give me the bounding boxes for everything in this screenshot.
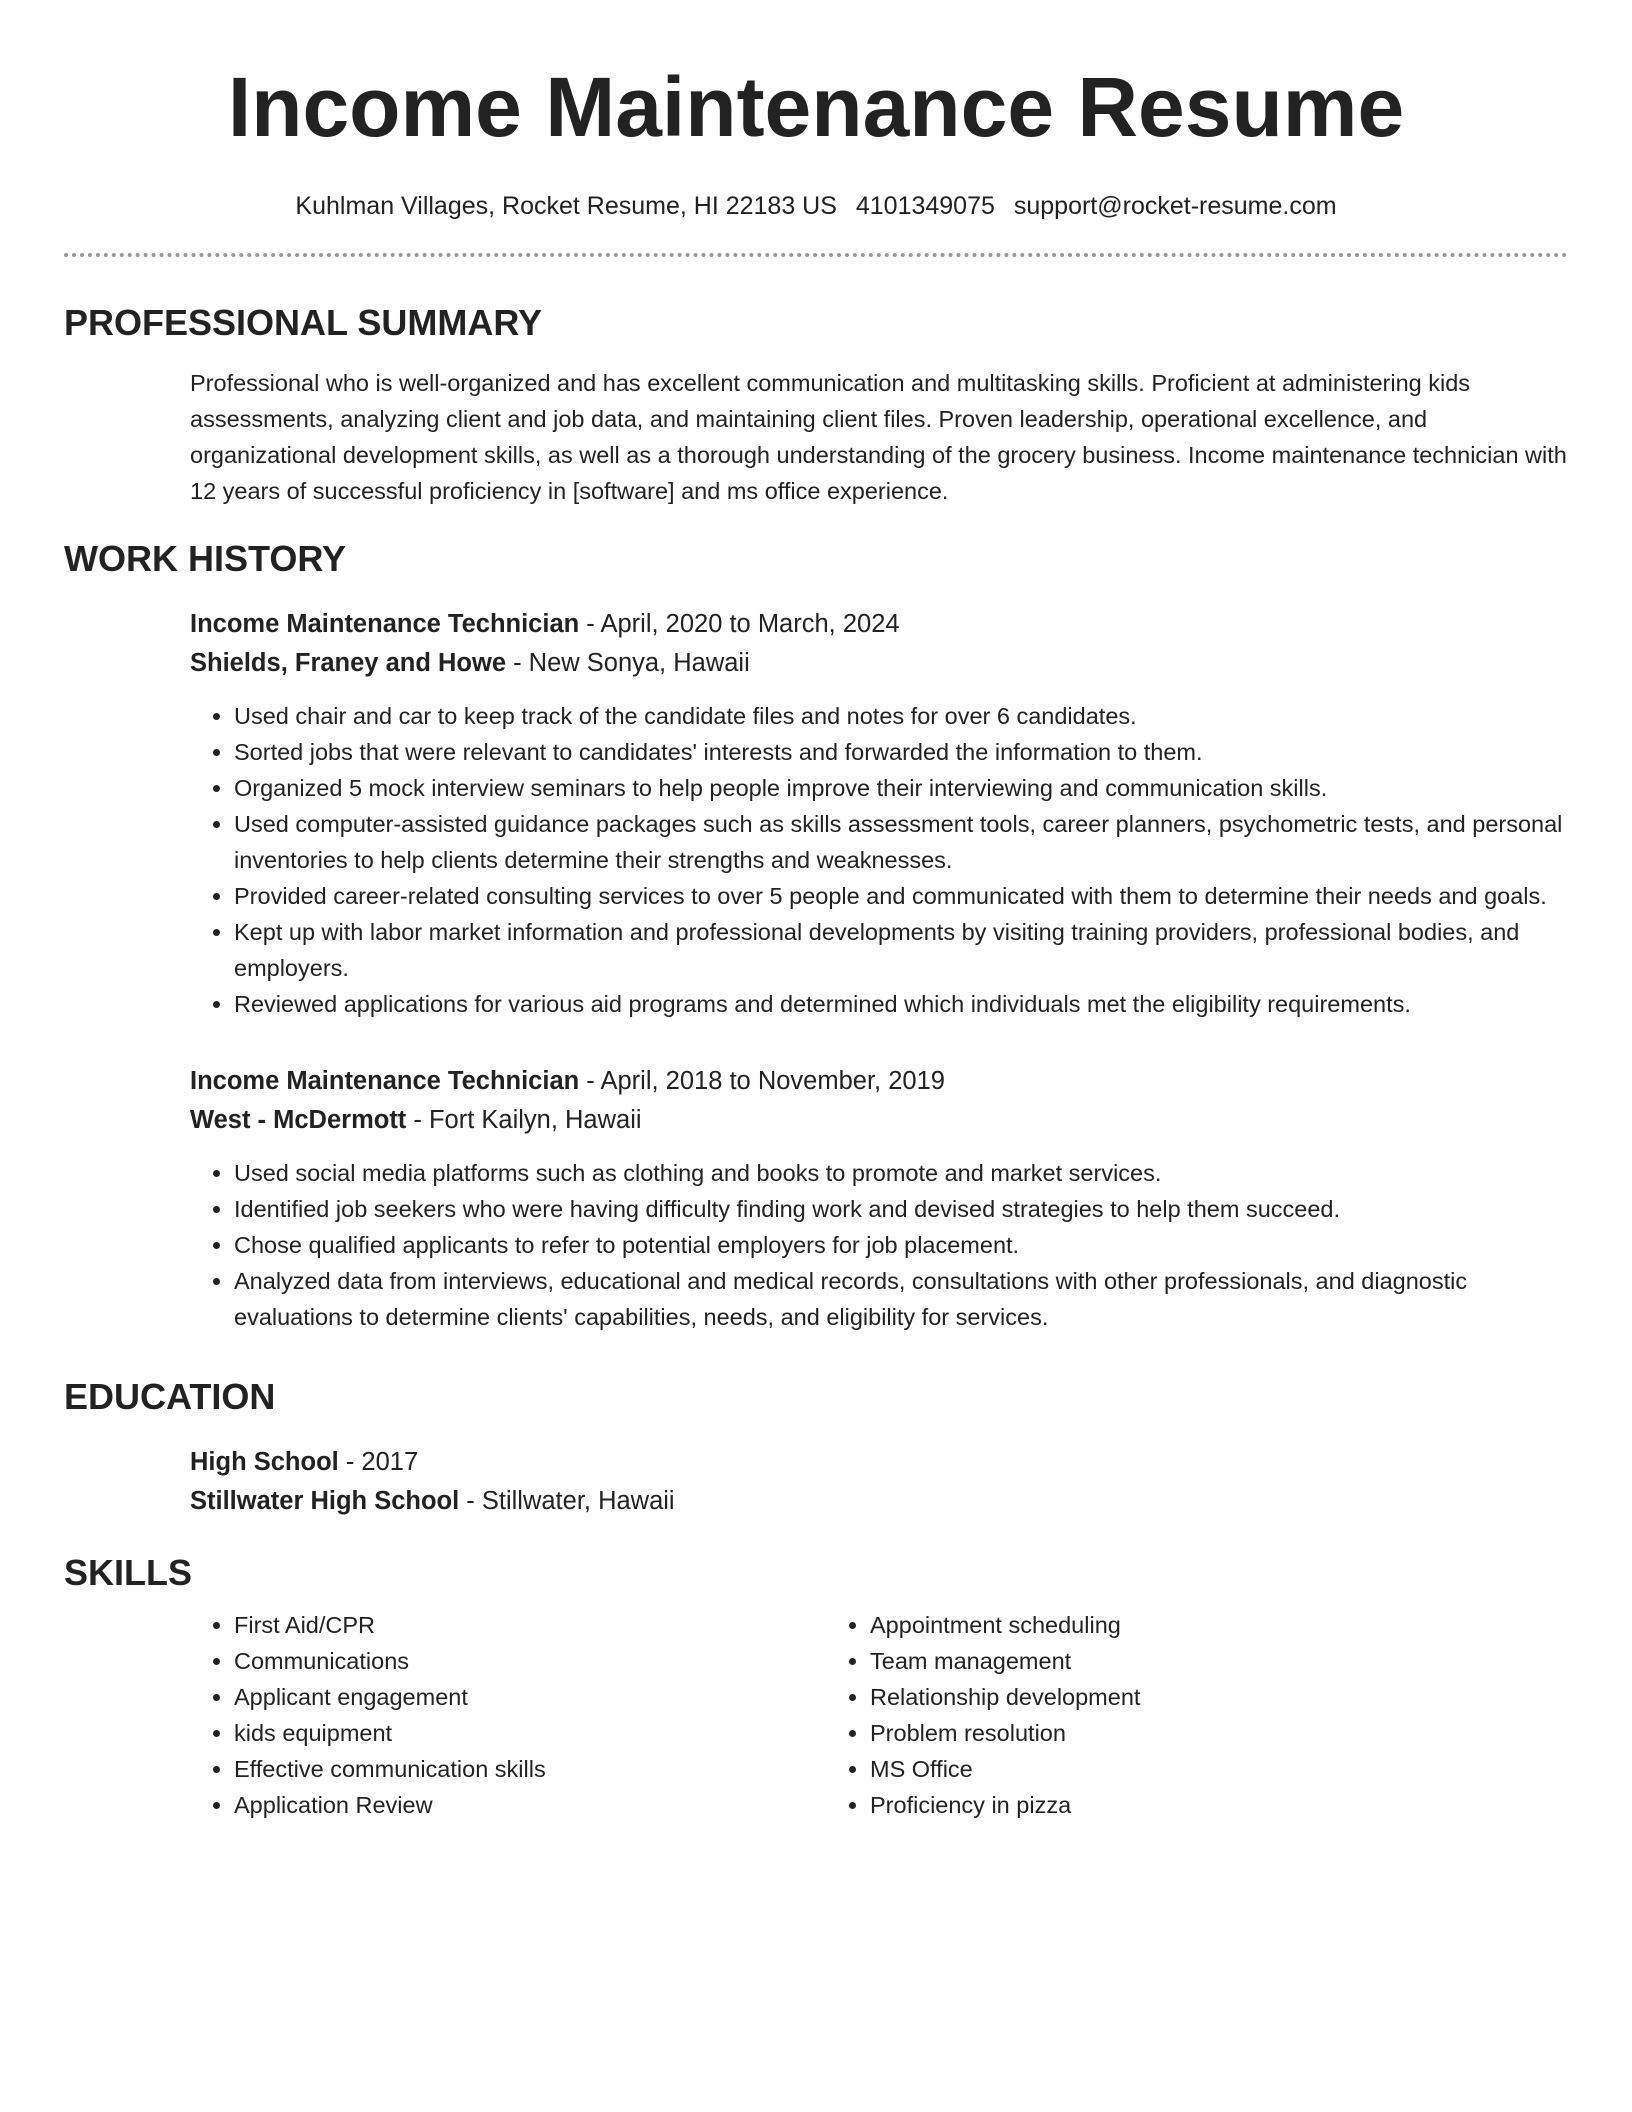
resume-title: Income Maintenance Resume (227, 60, 1405, 154)
job-role-line (190, 605, 1568, 644)
skill-item: • Team management (870, 1643, 1462, 1679)
list-item: • Analyzed data from interviews, educational and medical records, consultations with other professionals, and diagnostic evaluations to determine clients' capabilities, needs, and eligibility for services. (234, 1263, 1568, 1335)
job-dates: - April, 2020 to March, 2024 (579, 610, 900, 638)
job-location: - New Sonya, Hawaii (506, 649, 750, 677)
list-item: • Reviewed applications for various aid programs and determined which individuals met the eligibility requirements. (234, 986, 1568, 1022)
skill-item: • kids equipment (234, 1715, 826, 1751)
job-entry (190, 605, 1568, 1022)
job-role: Income Maintenance Technician (190, 610, 580, 638)
list-item: • Used chair and car to keep track of the candidate files and notes for over 6 candidates. (234, 698, 1568, 734)
job-company: West - McDermott (190, 1106, 407, 1134)
contact-address: Kuhlman Villages, Rocket Resume, HI 22183 US (295, 192, 837, 220)
education-year: - 2017 (338, 1448, 419, 1476)
skill-item: • MS Office (870, 1751, 1462, 1787)
skill-item: • Effective communication skills (234, 1751, 826, 1787)
skill-item: • Communications (234, 1643, 826, 1679)
header-divider (64, 253, 1568, 257)
education-entry (190, 1443, 1568, 1521)
job-entry (190, 1062, 1568, 1335)
skills-column-right (826, 1607, 1462, 1823)
job-location: - Fort Kailyn, Hawaii (406, 1106, 642, 1134)
list-item: • Kept up with labor market information and professional developments by visiting training providers, professional bodies, and employers. (234, 914, 1568, 986)
skill-item: • Relationship development (870, 1679, 1462, 1715)
education-degree-line (190, 1443, 1568, 1482)
job-company-line (190, 1101, 1568, 1140)
job-bullets (190, 698, 1568, 1022)
job-dates: - April, 2018 to November, 2019 (579, 1067, 945, 1095)
list-item: • Identified job seekers who were having difficulty finding work and devised strategies to help them succeed. (234, 1191, 1568, 1227)
job-company: Shields, Franey and Howe (190, 649, 506, 677)
skill-item: • Applicant engagement (234, 1679, 826, 1715)
section-title-summary: PROFESSIONAL SUMMARY (64, 302, 543, 343)
skill-item: • Application Review (234, 1787, 826, 1823)
list-item: • Provided career-related consulting services to over 5 people and communicated with them to determine their needs and goals. (234, 878, 1568, 914)
job-company-line (190, 644, 1568, 683)
job-role: Income Maintenance Technician (190, 1067, 580, 1095)
skill-item: • Appointment scheduling (870, 1607, 1462, 1643)
contact-email: support@rocket-resume.com (1013, 192, 1337, 220)
skills-grid (190, 1607, 1568, 1823)
contact-line (64, 190, 1568, 222)
list-item: • Chose qualified applicants to refer to potential employers for job placement. (234, 1227, 1568, 1263)
list-item: • Sorted jobs that were relevant to candidates' interests and forwarded the information to them. (234, 734, 1568, 770)
skill-item: • Proficiency in pizza (870, 1787, 1462, 1823)
list-item: • Organized 5 mock interview seminars to help people improve their interviewing and communication skills. (234, 770, 1568, 806)
skill-item: • First Aid/CPR (234, 1607, 826, 1643)
education-degree: High School (190, 1448, 339, 1476)
section-title-education: EDUCATION (64, 1376, 276, 1417)
contact-phone: 4101349075 (855, 192, 995, 220)
summary-text: Professional who is well-organized and has excellent communication and multitasking skills. Proficient at administering kids assessments, analyzing client and job data, and maintaining client files. Proven leadership, operational excellence, and organizational development skills, as well as a thorough understanding of the grocery business. Income maintenance technician with 12 years of successful proficiency in [software] and ms office experience. (190, 370, 1567, 504)
job-bullets (190, 1155, 1568, 1335)
section-title-skills: SKILLS (64, 1552, 193, 1593)
education-school: Stillwater High School (190, 1487, 460, 1515)
skills-column-left (190, 1607, 826, 1823)
skill-item: • Problem resolution (870, 1715, 1462, 1751)
education-location: - Stillwater, Hawaii (459, 1487, 675, 1515)
education-school-line (190, 1482, 1568, 1521)
job-role-line (190, 1062, 1568, 1101)
list-item: • Used computer-assisted guidance packages such as skills assessment tools, career planners, psychometric tests, and personal inventories to help clients determine their strengths and weaknesses. (234, 806, 1568, 878)
section-title-work-history: WORK HISTORY (64, 538, 347, 579)
list-item: • Used social media platforms such as clothing and books to promote and market services. (234, 1155, 1568, 1191)
